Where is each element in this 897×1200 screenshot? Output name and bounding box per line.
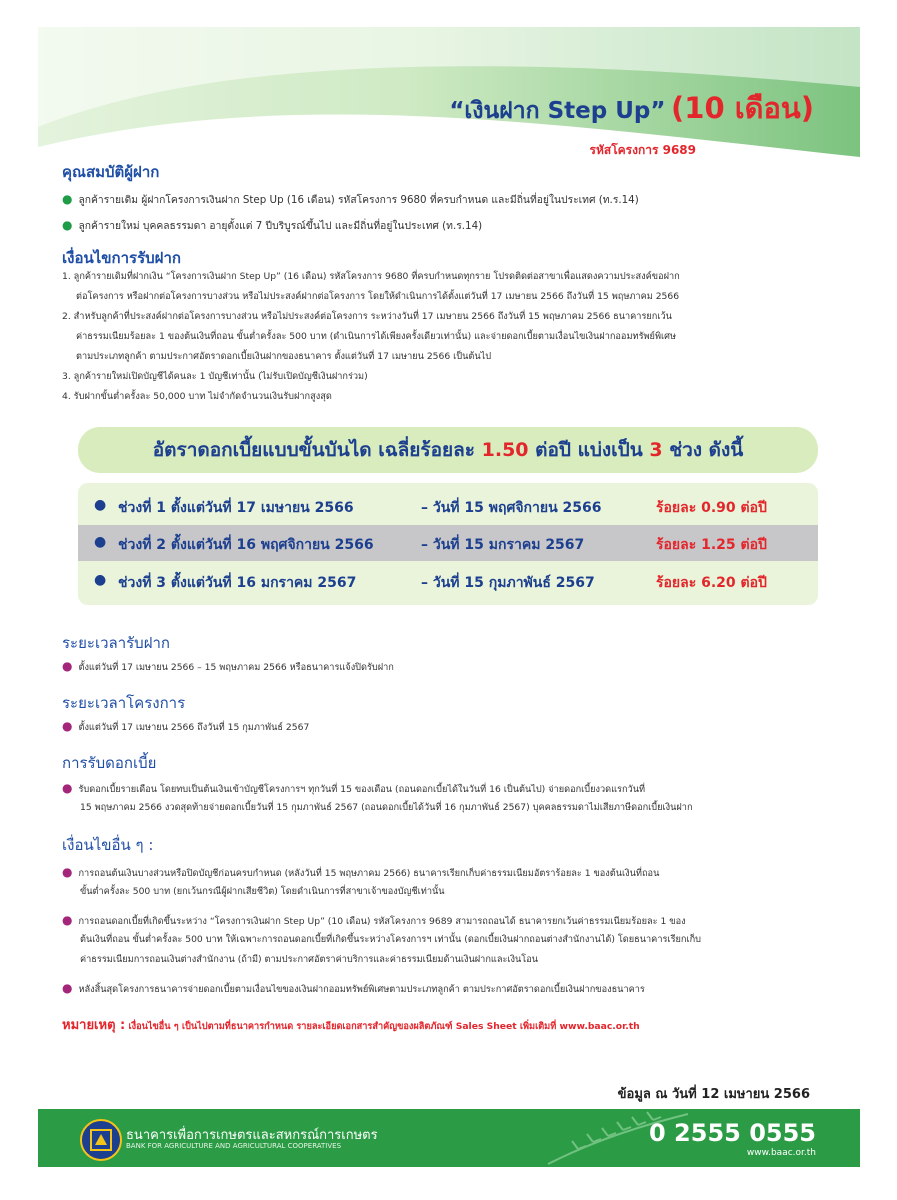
interest-line: ● รับดอกเบี้ยรายเดือน โดยทบเป็นต้นเงินเข้าบัญชีโครงการฯ ทุกวันที่ 15 ของเดือน (ถอนดอกเบี้ยได้ในวันที่ 16 เป็นต้นไป) จ่ายดอกเบี้ยงวดแรกวันที่	[62, 781, 646, 795]
other-condition-line: ต้นเงินที่ถอน ขั้นต่ำครั้งละ 500 บาท ให้เฉพาะการถอนดอกเบี้ยที่เกิดขึ้นระหว่างโครงการฯ เท่านั้น (ดอกเบี้ยเงินฝากถอนต่างสำนักงานได้) โดยธนาคารเรียกเก็บ	[80, 934, 701, 945]
bank-name-thai: ธนาคารเพื่อการเกษตรและสหกรณ์การเกษตร	[126, 1128, 378, 1143]
other-condition-line: ● การถอนต้นเงินบางส่วนหรือปิดบัญชีก่อนครบกำหนด (หลังวันที่ 15 พฤษภาคม 2566) ธนาคารเรียกเก็บค่าธรรมเนียมอัตราร้อยละ 1 ของต้นเงินที่ถอน	[62, 865, 660, 879]
rate-period-row: ● ช่วงที่ 1 ตั้งแต่วันที่ 17 เมษายน 2566 – วันที่ 15 พฤศจิกายน 2566 ร้อยละ 0.90 ต่อปี	[94, 497, 767, 516]
average-rate: 1.50	[481, 439, 529, 461]
call-center-phone[interactable]: 0 2555 0555	[648, 1119, 816, 1147]
other-condition-line: ● หลังสิ้นสุดโครงการธนาคารจ่ายดอกเบี้ยตามเงื่อนไขของเงินฝากออมทรัพย์พิเศษตามประเภทลูกค้า ตามประกาศอัตราดอกเบี้ยเงินฝากของธนาคาร	[62, 981, 645, 995]
condition-line: ตามประเภทลูกค้า ตามประกาศอัตราดอกเบี้ยเงินฝากของธนาคาร ตั้งแต่วันที่ 17 เมษายน 2566 เป็นต้นไป	[76, 351, 492, 362]
interest-line: 15 พฤษภาคม 2566 งวดสุดท้ายจ่ายดอกเบี้ยวันที่ 15 กุมภาพันธ์ 2567 (ถอนดอกเบี้ยได้วันที่ 16 กุมภาพันธ์ 2567) บุคคลธรรมดาไม่เสียภาษีดอกเบี้ยเงินฝาก	[80, 802, 693, 813]
bullet-icon: ●	[62, 719, 73, 733]
bullet-icon: ●	[62, 218, 73, 232]
bank-name-english: BANK FOR AGRICULTURE AND AGRICULTURAL COOPERATIVES	[126, 1142, 342, 1150]
qualifications-heading: คุณสมบัติผู้ฝาก	[62, 163, 160, 181]
rate-periods-table	[78, 483, 818, 605]
interest-heading: การรับดอกเบี้ย	[62, 754, 157, 772]
bullet-icon: ●	[62, 659, 73, 673]
title-months: (10 เดือน)	[671, 91, 814, 125]
condition-line: ต่อโครงการ หรือฝากต่อโครงการบางส่วน หรือไม่ประสงค์ฝากต่อโครงการ โดยให้ดำเนินการได้ตั้งแต่วันที่ 17 เมษายน 2566 ถึงวันที่ 15 พฤษภาคม 2566	[76, 291, 680, 302]
remark-label: หมายเหตุ :	[62, 1018, 126, 1033]
condition-line: 4. รับฝากขั้นต่ำครั้งละ 50,000 บาท ไม่จำกัดจำนวนเงินรับฝากสูงสุด	[62, 391, 332, 402]
other-condition-line: ค่าธรรมเนียมการถอนเงินต่างสำนักงาน (ถ้ามี) ตามประกาศอัตราค่าบริการและค่าธรรมเนียมด้านเงินฝากและเงินโอน	[80, 954, 539, 965]
bullet-icon: ●	[62, 865, 73, 879]
other-condition-line: ขั้นต่ำครั้งละ 500 บาท (ยกเว้นกรณีผู้ฝากเสียชีวิต) โดยดำเนินการที่สาขาเจ้าของบัญชีเท่านั้น	[80, 886, 445, 897]
baac-logo-icon	[80, 1119, 122, 1161]
conditions-heading: เงื่อนไขการรับฝาก	[62, 249, 181, 267]
page-title	[449, 85, 814, 131]
rate-period-row: ● ช่วงที่ 2 ตั้งแต่วันที่ 16 พฤศจิกายน 2566 – วันที่ 15 มกราคม 2567 ร้อยละ 1.25 ต่อปี	[78, 525, 818, 561]
bullet-icon: ●	[94, 572, 107, 588]
project-code: รหัสโครงการ 9689	[589, 143, 696, 157]
deposit-period-heading: ระยะเวลารับฝาก	[62, 634, 170, 652]
qualification-item: ● ลูกค้ารายใหม่ บุคคลธรรมดา อายุตั้งแต่ 7 ปีบริบูรณ์ขึ้นไป และมีถิ่นที่อยู่ในประเทศ (ท.ร.14)	[62, 218, 483, 232]
bullet-icon: ●	[62, 981, 73, 995]
condition-line: 1. ลูกค้ารายเดิมที่ฝากเงิน “โครงการเงินฝาก Step Up” (16 เดือน) รหัสโครงการ 9680 ที่ครบกำหนดทุกราย โปรดติดต่อสาขาเพื่อแสดงความประสงค์ขอฝาก	[62, 271, 680, 282]
other-condition-line: ● การถอนดอกเบี้ยที่เกิดขึ้นระหว่าง “โครงการเงินฝาก Step Up” (10 เดือน) รหัสโครงการ 9689 สามารถถอนได้ ธนาคารยกเว้นค่าธรรมเนียมร้อยละ 1 ของ	[62, 913, 686, 927]
website-link[interactable]: www.baac.or.th	[746, 1148, 816, 1158]
bullet-icon: ●	[62, 913, 73, 927]
bullet-icon: ●	[62, 781, 73, 795]
rate-period-row: ● ช่วงที่ 3 ตั้งแต่วันที่ 16 มกราคม 2567 – วันที่ 15 กุมภาพันธ์ 2567 ร้อยละ 6.20 ต่อปี	[94, 572, 767, 591]
bullet-icon: ●	[94, 497, 107, 513]
period-count: 3	[649, 439, 663, 461]
other-conditions-heading: เงื่อนไขอื่น ๆ :	[62, 836, 154, 854]
project-period-text: ● ตั้งแต่วันที่ 17 เมษายน 2566 ถึงวันที่ 15 กุมภาพันธ์ 2567	[62, 719, 310, 733]
condition-line: 2. สำหรับลูกค้าที่ประสงค์ฝากต่อโครงการบางส่วน หรือไม่ประสงค์ต่อโครงการ ระหว่างวันที่ 17 เมษายน 2566 ถึงวันที่ 15 พฤษภาคม 2566 ธนาคารยกเว้น	[62, 311, 672, 322]
rate-banner: อัตราดอกเบี้ยแบบขั้นบันได เฉลี่ยร้อยละ 1.50 ต่อปี แบ่งเป็น 3 ช่วง ดังนี้	[78, 427, 818, 473]
data-as-of: ข้อมูล ณ วันที่ 12 เมษายน 2566	[617, 1087, 810, 1102]
bullet-icon: ●	[94, 534, 107, 550]
title-main: “เงินฝาก Step Up”	[449, 98, 666, 124]
condition-line: ค่าธรรมเนียมร้อยละ 1 ของต้นเงินที่ถอน ขั้นต่ำครั้งละ 500 บาท (ดำเนินการได้เพียงครั้งเดียวเท่านั้น) และจ่ายดอกเบี้ยตามเงื่อนไขเงินฝากออมทรัพย์พิเศษ	[76, 331, 677, 342]
bullet-icon: ●	[62, 192, 73, 206]
condition-line: 3. ลูกค้ารายใหม่เปิดบัญชีได้คนละ 1 บัญชีเท่านั้น (ไม่รับเปิดบัญชีเงินฝากร่วม)	[62, 371, 368, 382]
deposit-period-text: ● ตั้งแต่วันที่ 17 เมษายน 2566 – 15 พฤษภาคม 2566 หรือธนาคารแจ้งปิดรับฝาก	[62, 659, 394, 673]
qualification-item: ● ลูกค้ารายเดิม ผู้ฝากโครงการเงินฝาก Step Up (16 เดือน) รหัสโครงการ 9680 ที่ครบกำหนด และมีถิ่นที่อยู่ในประเทศ (ท.ร.14)	[62, 192, 639, 206]
remark-text: เงื่อนไขอื่น ๆ เป็นไปตามที่ธนาคารกำหนด รายละเอียดเอกสารสำคัญของผลิตภัณฑ์ Sales Sheet เพิ่มเติมที่ www.baac.or.th	[128, 1021, 640, 1032]
project-period-heading: ระยะเวลาโครงการ	[62, 694, 186, 712]
remark	[62, 1017, 640, 1036]
flyer-page	[38, 27, 860, 1195]
